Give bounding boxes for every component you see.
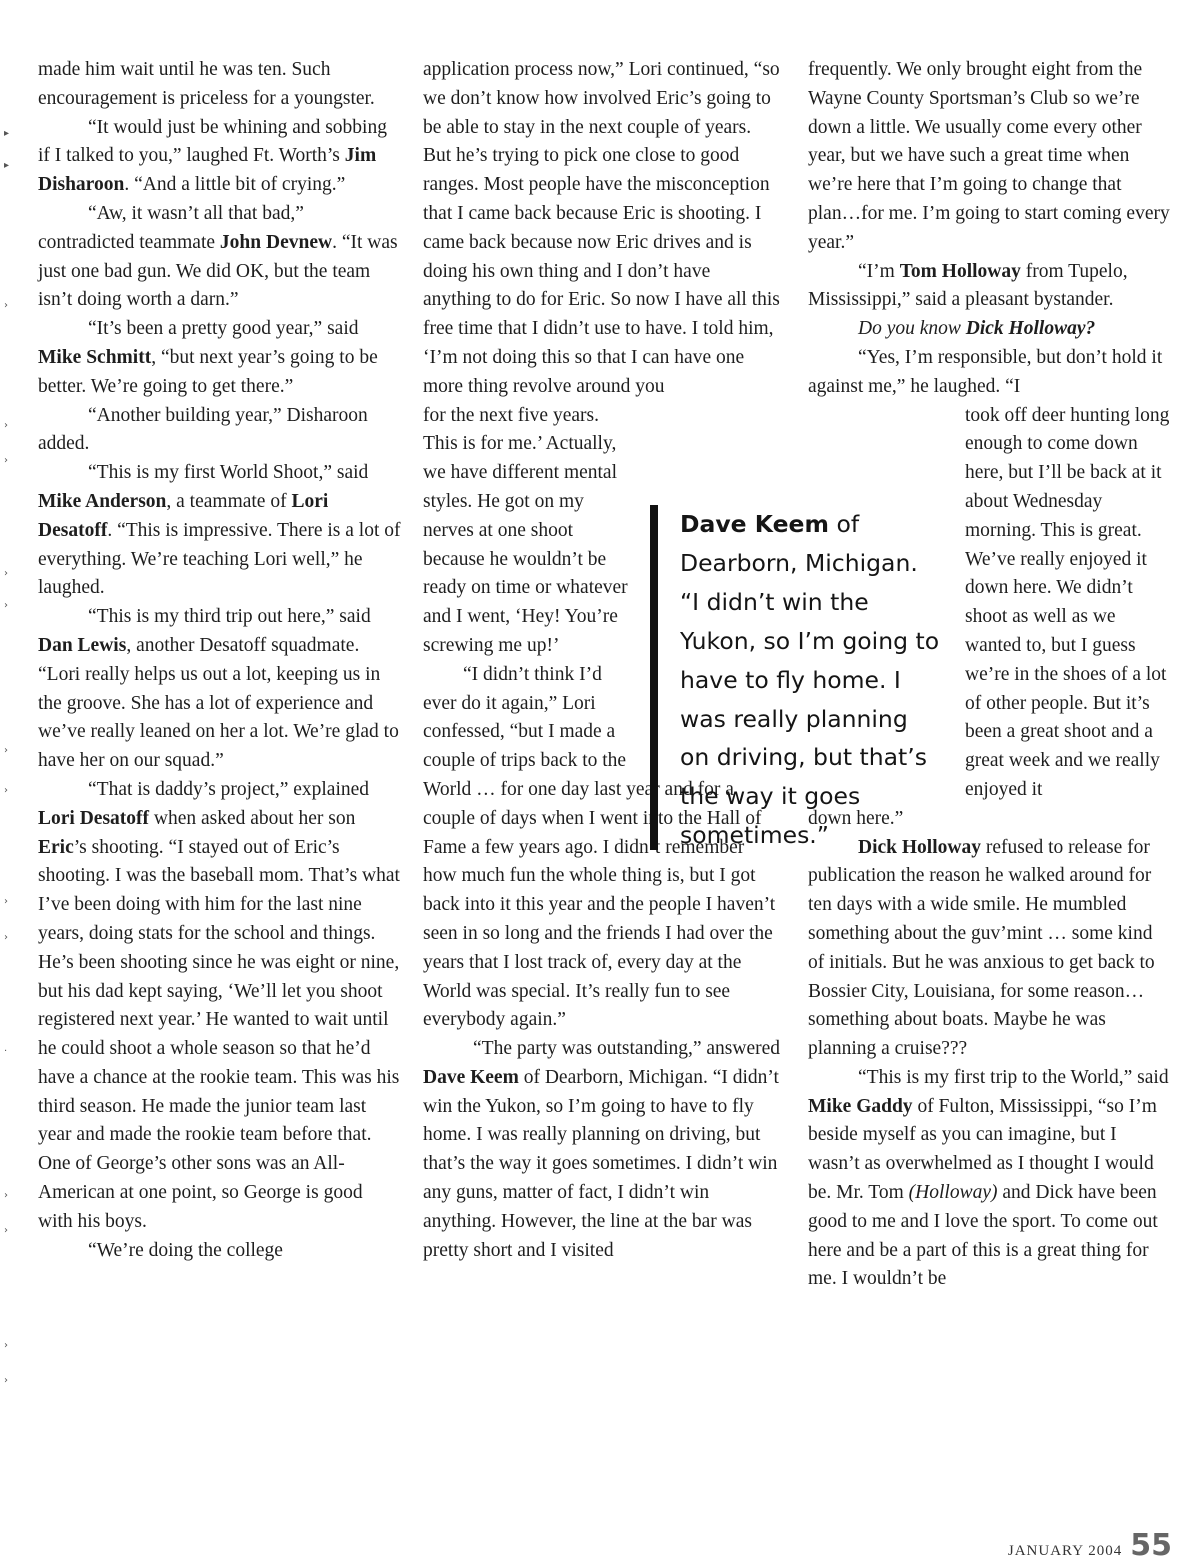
issue-date: JANUARY 2004 — [1007, 1543, 1123, 1559]
paragraph: World … for one day last year and for a couple of days when I went into the Hall of Fame a few years ago. I didn’t remember how much fun the whole thing is, but I got back into it this year and the people I haven’t seen in so long and the friends I had over the years that I lost track of, every day at the World was special. It’s really fun to see everybody again.” — [423, 778, 776, 1031]
person-name: Dick Holloway — [858, 836, 981, 858]
person-name: Tom Holloway — [899, 260, 1021, 282]
paragraph: “This is my third trip out here,” said Dan Lewis, another Desatoff squadmate. “Lori really helps us out a lot, keeping us in the groove. She has a lot of experience and we’ve really leaned on her a lot. We’re glad to have her on our squad.” — [38, 606, 399, 772]
person-name: Dave Keem — [423, 1066, 519, 1088]
paragraph: “The party was outstanding,” answered Dave Keem of Dearborn, Michigan. “I didn’t win the Yukon, so I’m going to have to fly home. I was really planning on driving, but that’s the way it goes sometimes. I didn’t win any guns, matter of fact, I didn’t win anything. However, the line at the bar was pretty short and I visited — [423, 1038, 781, 1261]
paragraph: frequently. We only brought eight from the Wayne County Sportsman’s Club so we’re down a little. We usually come every other year, but we have such a great time when we’re here that I’m going to change that plan…for me. I’m going to start coming every year.” — [808, 59, 1170, 253]
paragraph: “I’m Tom Holloway from Tupelo, Mississippi,” said a pleasant bystander. — [808, 260, 1128, 311]
paragraph: made him wait until he was ten. Such encouragement is priceless for a youngster. — [38, 59, 375, 109]
article-column-3 — [808, 56, 1170, 1294]
paragraph: Dick Holloway refused to release for publication the reason he walked around for ten days with a wide smile. He mumbled something about the guv’mint … some kind of initials. But he was anxious to get back to Bossier City, Louisiana, for some reason… something about boats. Maybe he was planning a cruise??? — [808, 836, 1155, 1060]
paragraph: “It’s been a pretty good year,” said Mike Schmitt, “but next year’s going to be better. We’re going to get there.” — [38, 318, 378, 397]
paragraph: “It would just be whining and sobbing if I talked to you,” laughed Ft. Worth’s Jim Disharoon. “And a little bit of crying.” — [38, 116, 387, 196]
page-folio — [1008, 1528, 1172, 1563]
person-name: Jim Disharoon — [38, 145, 377, 196]
article-column-1 — [38, 56, 402, 1265]
person-name: Lori Desatoff — [38, 490, 329, 541]
paragraph: “Another building year,” Disharoon added. — [38, 404, 368, 455]
paragraph: application process now,” Lori continued, “so we don’t know how involved Eric’s going to be able to stay in the next couple of years. But he’s trying to pick one close to good ranges. Most people have the misconception that I came back because Eric is shooting. I came back because now Eric drives and is doing his own thing and I don’t have anything to do for Eric. So now I have all this free time that I didn’t use to have. I told him, ‘I’m not doing this so that I can have one more thing revolve around you — [423, 59, 780, 397]
person-name: Lori Desatoff — [38, 807, 150, 829]
wrapped-text-block — [965, 402, 1170, 805]
binding-edge-marks: ▸ ▸ › › › › › › › › › · › › › › — [4, 128, 10, 1386]
person-name: Dick Holloway? — [965, 318, 1096, 340]
person-name: Eric — [38, 836, 74, 858]
paragraph: “I didn’t think I’d ever do it again,” Lori confessed, “but I made a couple of trips back to the — [423, 663, 627, 772]
person-name: John Devnew — [219, 231, 333, 253]
paragraph: for the next five years. This is for me.’ Actually, we have different mental styles. He got on my nerves at one shoot because he wouldn’t be ready on time or whatever and I went, ‘Hey! You’re screwing me up!’ — [423, 404, 628, 656]
paragraph: “This is my first World Shoot,” said Mike Anderson, a teammate of Lori Desatoff. “This is impressive. There is a lot of everything. We’re teaching Lori well,” he laughed. — [38, 462, 401, 599]
person-name: Mike Anderson — [38, 490, 167, 512]
paragraph: “Yes, I’m responsible, but don’t hold it against me,” he laughed. “I — [808, 346, 1163, 397]
paragraph: “This is my first trip to the World,” said Mike Gaddy of Fulton, Mississippi, “so I’m beside myself as you can imagine, but I wasn’t as overwhelmed as I thought I would be. Mr. Tom (Holloway) and Dick have been good to me and I love the sport. To come out here and be a part of this is a great thing for me. I wouldn’t be — [808, 1066, 1169, 1290]
paragraph: “Aw, it wasn’t all that bad,” contradicted teammate John Devnew. “It was just one bad gun. We did OK, but the team isn’t doing worth a darn.” — [38, 202, 398, 311]
paragraph: “We’re doing the college — [88, 1239, 283, 1261]
paragraph: down here.” — [808, 807, 904, 829]
pull-quote-text: of Dearborn, Michigan. “I didn’t win the Yukon, so I’m going to have to fly home. I was really planning on driving, but that’s the way it goes sometimes.” — [680, 510, 940, 850]
paragraph: took off deer hunting long enough to come down here, but I’ll be back at it about Wednesday morning. This is great. We’ve really enjoyed it down here. We didn’t shoot as well as we wanted to, but I guess we’re in the shoes of a lot of other people. But it’s been a great shoot and a great week and we really enjoyed it — [965, 404, 1170, 800]
page-number: 55 — [1130, 1528, 1172, 1563]
wrapped-text-block — [423, 402, 633, 776]
pull-quote-name: Dave Keem — [680, 510, 829, 538]
person-name: Mike Gaddy — [808, 1095, 913, 1117]
person-name: Dan Lewis — [38, 634, 127, 656]
paragraph: “That is daddy’s project,” explained Lori Desatoff when asked about her son Eric’s shooting. “I stayed out of Eric’s shooting. I was the baseball mom. That’s what I’ve been doing with him for the last nine years, doing stats for the school and things. He’s been shooting since he was eight or nine, but his dad kept saying, ‘We’ll let you shoot registered next year.’ He wanted to wait until he could shoot a whole season so that he’d have a chance at the rookie team. This was his third season. He made the junior team last year and made the rookie team before that. One of George’s other sons was an All-American at one point, so George is good with his boys. — [38, 778, 400, 1232]
person-name: Mike Schmitt — [38, 346, 152, 368]
question-line: Do you know Dick Holloway? — [858, 318, 1096, 340]
